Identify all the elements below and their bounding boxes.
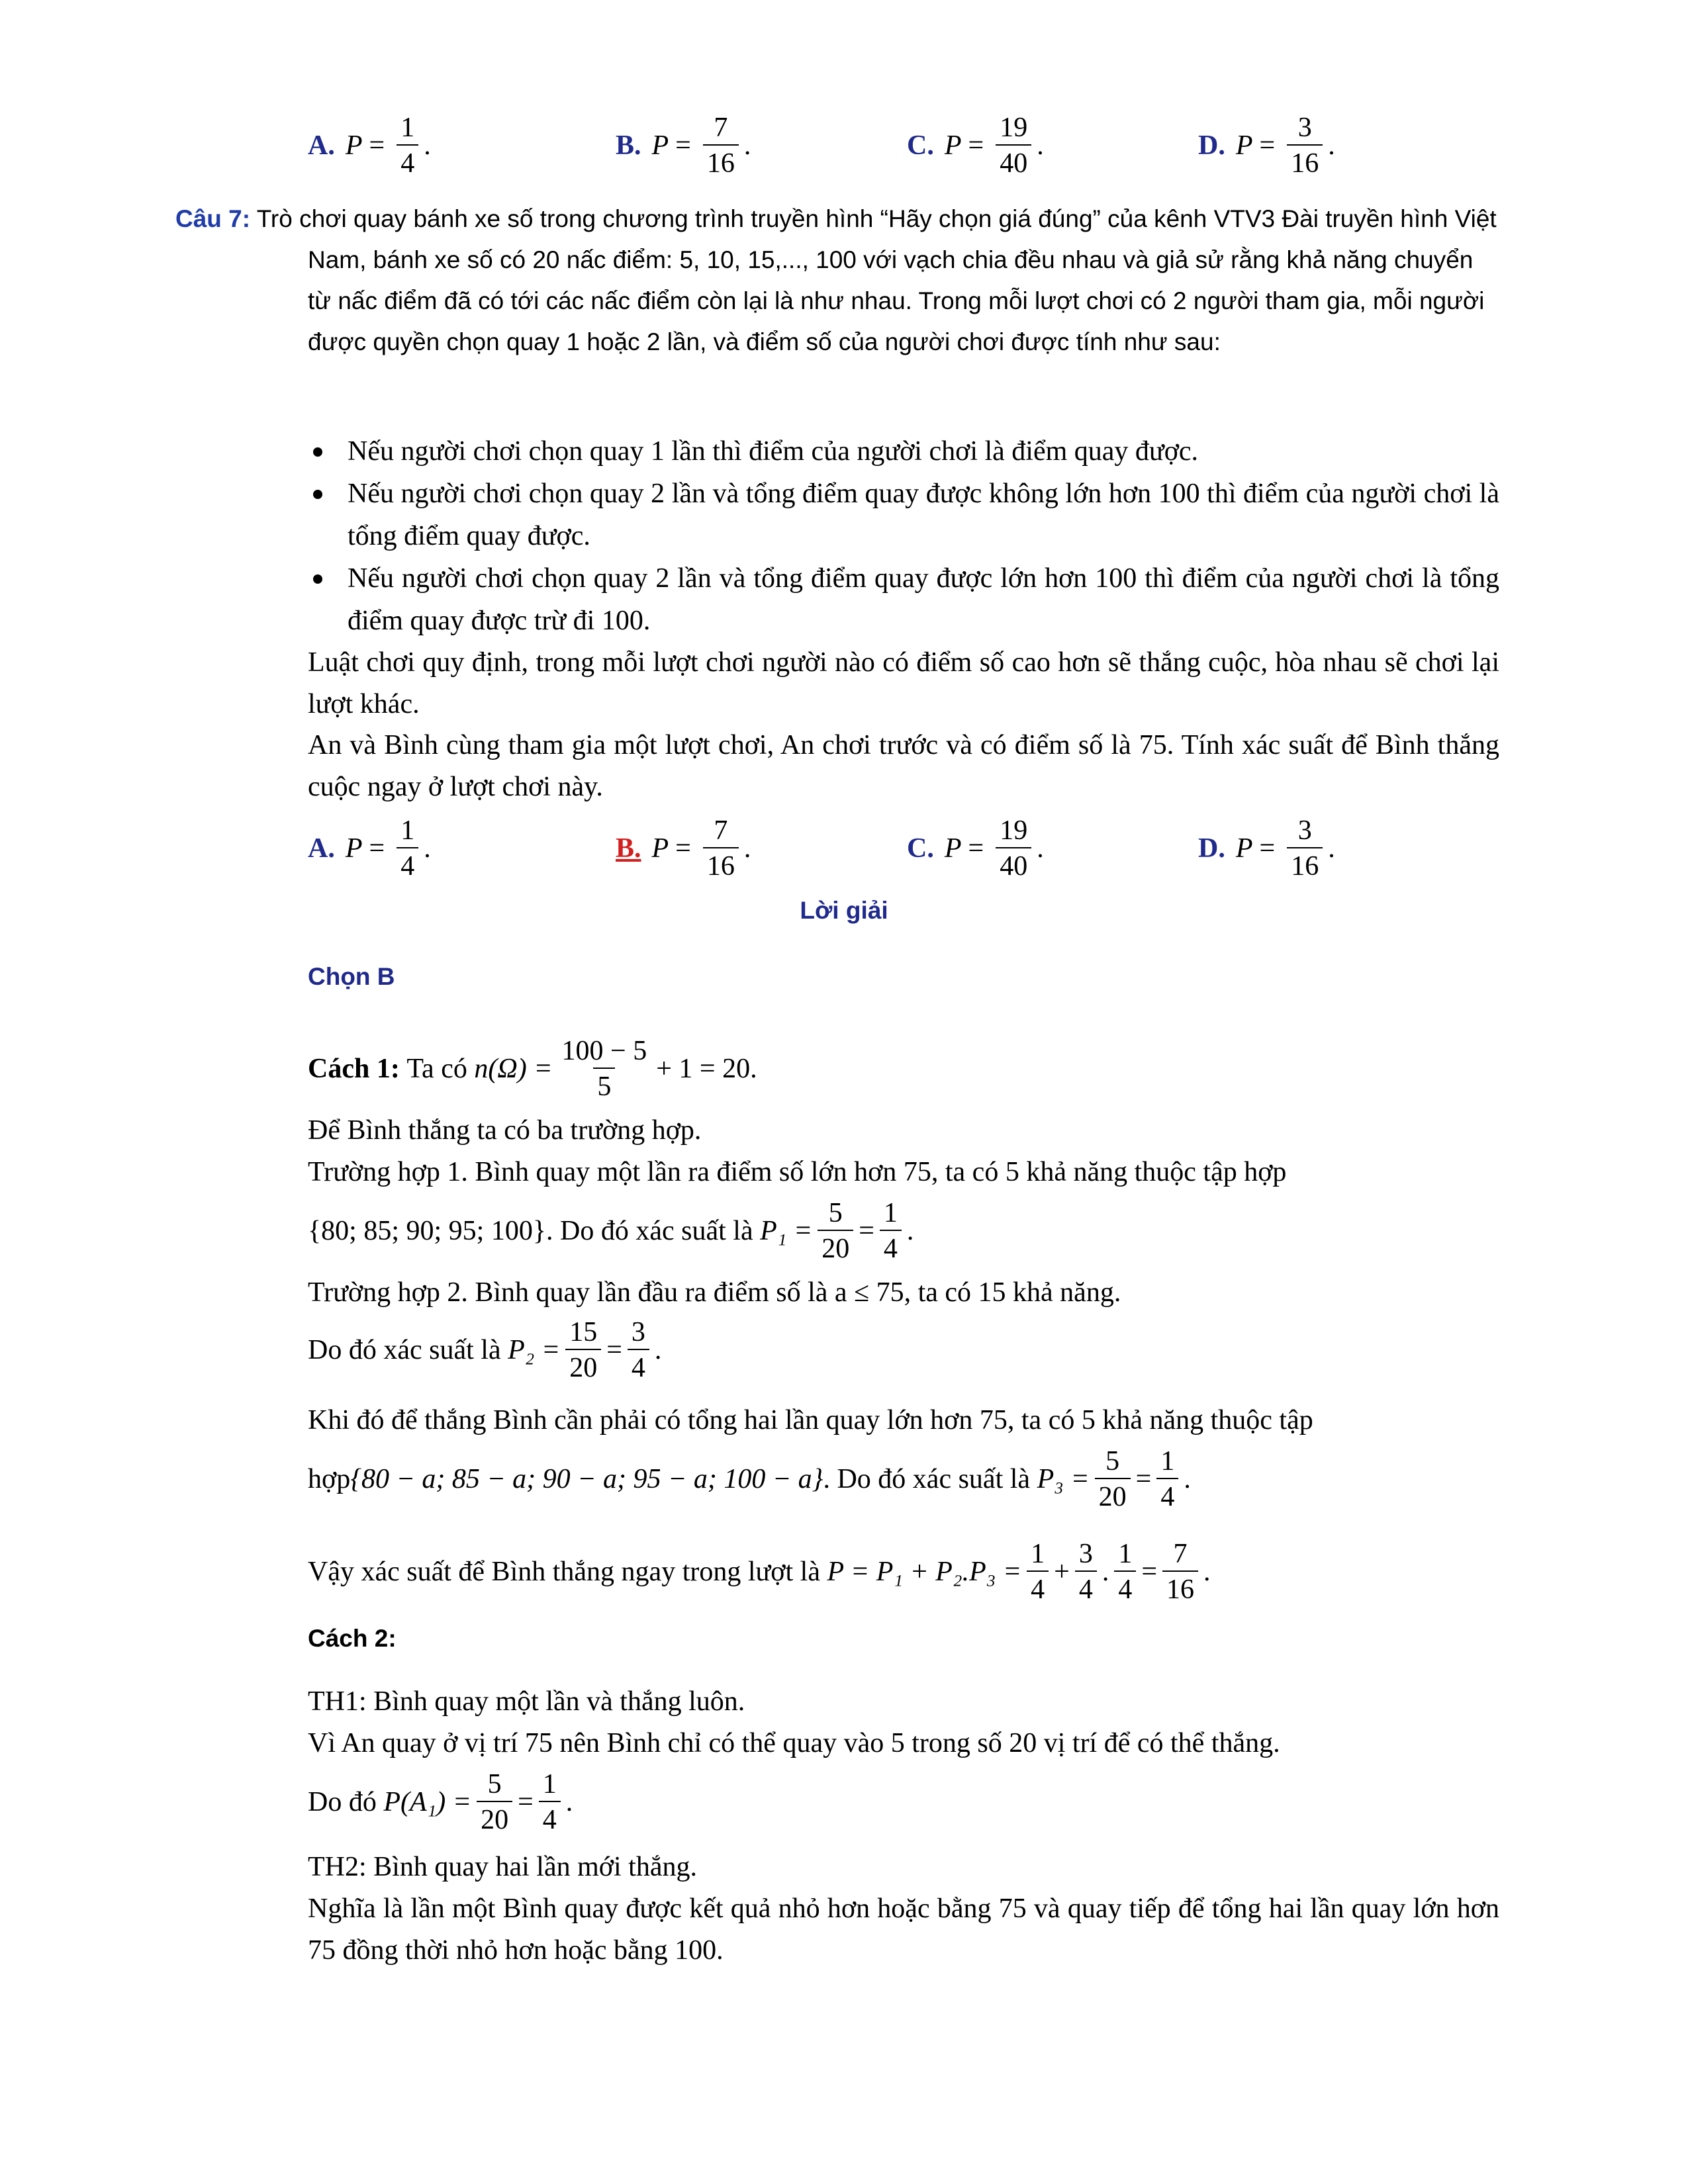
option-d-top: D. P = $\frac{3}{16}$ .: [1198, 113, 1335, 179]
th1-prob-text: Do đó: [308, 1786, 377, 1817]
fraction: $\frac{7}{16}$: [703, 817, 739, 880]
option-label: B.: [616, 130, 641, 161]
fraction: $\frac{3}{4}$: [628, 1318, 649, 1382]
case2b-prob-line: hợp {80 − a; 85 − a; 90 − a; 95 − a; 100 − a} . Do đó xác suất là P₃ = $\frac{5}{20}$ = $\frac{1}{4}$ .: [308, 1446, 1191, 1512]
fraction: $\frac{7}{16}$: [703, 114, 739, 177]
option-a-top: A. P = $\frac{1}{4}$ .: [308, 113, 431, 179]
case1-set: {80; 85; 90; 95; 100}: [308, 1215, 546, 1246]
th2-text: Nghĩa là lần một Bình quay được kết quả nhỏ hơn hoặc bằng 75 và quay tiếp để tổng hai lần quay lớn hơn 75 đồng thời nhỏ hơn hoặc bằng 100.: [308, 1893, 1499, 1966]
pa1-expr: P(A₁) =: [383, 1786, 472, 1817]
case1-prob-line: {80; 85; 90; 95; 100} . Do đó xác suất là P₁ = $\frac{5}{20}$ = $\frac{1}{4}$ .: [308, 1198, 914, 1264]
bullet-icon: [313, 574, 322, 584]
case2-prob-line: Do đó xác suất là P₂ = $\frac{15}{20}$ = $\frac{3}{4}$ .: [308, 1317, 662, 1383]
option-label: B.: [616, 833, 641, 864]
fraction: $\frac{5}{20}$: [477, 1770, 512, 1834]
option-label: D.: [1198, 130, 1225, 161]
case2b-prob-text: . Do đó xác suất là: [823, 1463, 1031, 1494]
options-row: [308, 809, 1499, 888]
fraction: $\frac{1}{4}$: [1156, 1447, 1178, 1511]
fraction: $\frac{1}{4}$: [1114, 1540, 1136, 1604]
option-label: A.: [308, 130, 335, 161]
p3-expr: P₃ =: [1037, 1463, 1090, 1494]
fraction: $\frac{1}{4}$: [1027, 1540, 1049, 1604]
list-item: Nếu người chơi chọn quay 2 lần và tổng điểm quay được lớn hơn 100 thì điểm của người chơi là tổng điểm quay được trừ đi 100.: [308, 557, 1499, 642]
three-cases-line: Để Bình thắng ta có ba trường hợp.: [308, 1115, 702, 1146]
question-text: [175, 199, 1499, 363]
fraction: $\frac{3}{4}$: [1075, 1540, 1097, 1604]
fraction: $\frac{1}{4}$: [397, 817, 418, 880]
th1-prob-line: Do đó P(A₁) = $\frac{5}{20}$ = $\frac{1}{4}$ .: [308, 1769, 573, 1835]
method1-label: Cách 1:: [308, 1053, 400, 1084]
omega-tail: + 1 = 20.: [656, 1053, 757, 1084]
fraction: $\frac{19}{40}$: [996, 817, 1031, 880]
method1-intro: Ta có: [406, 1053, 467, 1084]
bullet-icon: [313, 447, 322, 457]
list-item: Nếu người chơi chọn quay 2 lần và tổng điểm quay được không lớn hơn 100 thì điểm của người chơi là tổng điểm quay được.: [308, 473, 1499, 557]
case2b-line: Khi đó để thắng Bình cần phải có tổng hai lần quay lớn hơn 75, ta có 5 khả năng thuộc tập: [308, 1405, 1313, 1435]
option-label: A.: [308, 833, 335, 864]
option-b-correct: B. P = $\frac{7}{16}$ .: [616, 815, 751, 882]
omega-expr: n(Ω) =: [474, 1053, 553, 1084]
fraction: $\frac{1}{4}$: [397, 114, 418, 177]
total-line: Vậy xác suất để Bình thắng ngay trong lượt là P = P₁ + P₂.P₃ = $\frac{1}{4}$ + $\frac{3}{4}$ . $\frac{1}{4}$ = $\frac{7}{16}$ .: [308, 1539, 1211, 1605]
fraction: $\frac{1}{4}$: [880, 1199, 902, 1263]
solution-title: Lời giải: [800, 897, 888, 924]
options-row-top: [308, 106, 1499, 185]
rules-list: [308, 430, 1499, 642]
option-a: A. P = $\frac{1}{4}$ .: [308, 815, 431, 882]
option-c-top: C. P = $\frac{19}{40}$ .: [907, 113, 1044, 179]
option-d: D. P = $\frac{3}{16}$ .: [1198, 815, 1335, 882]
total-expr: P = P₁ + P₂.P₃ =: [827, 1556, 1022, 1587]
list-item: Nếu người chơi chọn quay 1 lần thì điểm của người chơi là điểm quay được.: [308, 430, 1499, 473]
case1-line: Trường hợp 1. Bình quay một lần ra điểm số lớn hơn 75, ta có 5 khả năng thuộc tập hợp: [308, 1157, 1287, 1187]
question-body: Trò chơi quay bánh xe số trong chương trình truyền hình “Hãy chọn giá đúng” của kênh VTV3 Đài truyền hình Việt Nam, bánh xe số có 20 nấc điểm: 5, 10, 15,..., 100 với vạch chia đều nhau và giả sử rằng khả năng chuyển từ nấc điểm đã có tới các nấc điểm còn lại là như nhau. Trong mỗi lượt chơi có 2 người tham gia, mỗi người được quyền chọn quay 1 hoặc 2 lần, và điểm số của người chơi được tính như sau:: [256, 205, 1497, 355]
case2-prob-text: Do đó xác suất là: [308, 1334, 501, 1365]
th1-line: TH1: Bình quay một lần và thắng luôn.: [308, 1686, 745, 1717]
fraction: $\frac{7}{16}$: [1162, 1540, 1198, 1604]
case2b-set-prefix: hợp: [308, 1463, 351, 1494]
fraction: $\frac{3}{16}$: [1287, 817, 1323, 880]
total-text: Vậy xác suất để Bình thắng ngay trong lượt là: [308, 1556, 820, 1587]
fraction: $\frac{3}{16}$: [1287, 114, 1323, 177]
th2-line: TH2: Bình quay hai lần mới thắng.: [308, 1852, 697, 1882]
th1-reason-line: Vì An quay ở vị trí 75 nên Bình chỉ có thể quay vào 5 trong số 20 vị trí để có thể thắng.: [308, 1728, 1280, 1758]
option-c: C. P = $\frac{19}{40}$ .: [907, 815, 1044, 882]
fraction: $\frac{5}{20}$: [1095, 1447, 1131, 1511]
case2-line: Trường hợp 2. Bình quay lần đầu ra điểm số là a ≤ 75, ta có 15 khả năng.: [308, 1277, 1121, 1308]
option-b-top: B. P = $\frac{7}{16}$ .: [616, 113, 751, 179]
fraction: $\frac{1}{4}$: [539, 1770, 561, 1834]
p2-expr: P₂ =: [508, 1334, 561, 1365]
fraction: $\frac{100 - 5}{5}$: [561, 1036, 647, 1102]
option-label: C.: [907, 130, 934, 161]
option-label: D.: [1198, 833, 1225, 864]
fraction: $\frac{19}{40}$: [996, 114, 1031, 177]
method1-line: [308, 1032, 1499, 1105]
rule-paragraph: Luật chơi quy định, trong mỗi lượt chơi người nào có điểm số cao hơn sẽ thắng cuộc, hòa nhau sẽ chơi lại lượt khác.: [308, 647, 1499, 719]
bullet-icon: [313, 490, 322, 499]
case2b-set: {80 − a; 85 − a; 90 − a; 95 − a; 100 − a}: [350, 1463, 823, 1494]
fraction: $\frac{15}{20}$: [565, 1318, 601, 1382]
chosen-answer: Chọn B: [308, 963, 395, 990]
case1-prob-text: . Do đó xác suất là: [546, 1215, 753, 1246]
method2-label: Cách 2:: [308, 1625, 397, 1652]
p1-expr: P₁ =: [760, 1215, 813, 1246]
ask-paragraph: An và Bình cùng tham gia một lượt chơi, An chơi trước và có điểm số là 75. Tính xác suất để Bình thắng cuộc ngay ở lượt chơi này.: [308, 730, 1499, 802]
question-label: Câu 7:: [175, 205, 251, 232]
fraction: $\frac{5}{20}$: [818, 1199, 853, 1263]
option-label: C.: [907, 833, 934, 864]
